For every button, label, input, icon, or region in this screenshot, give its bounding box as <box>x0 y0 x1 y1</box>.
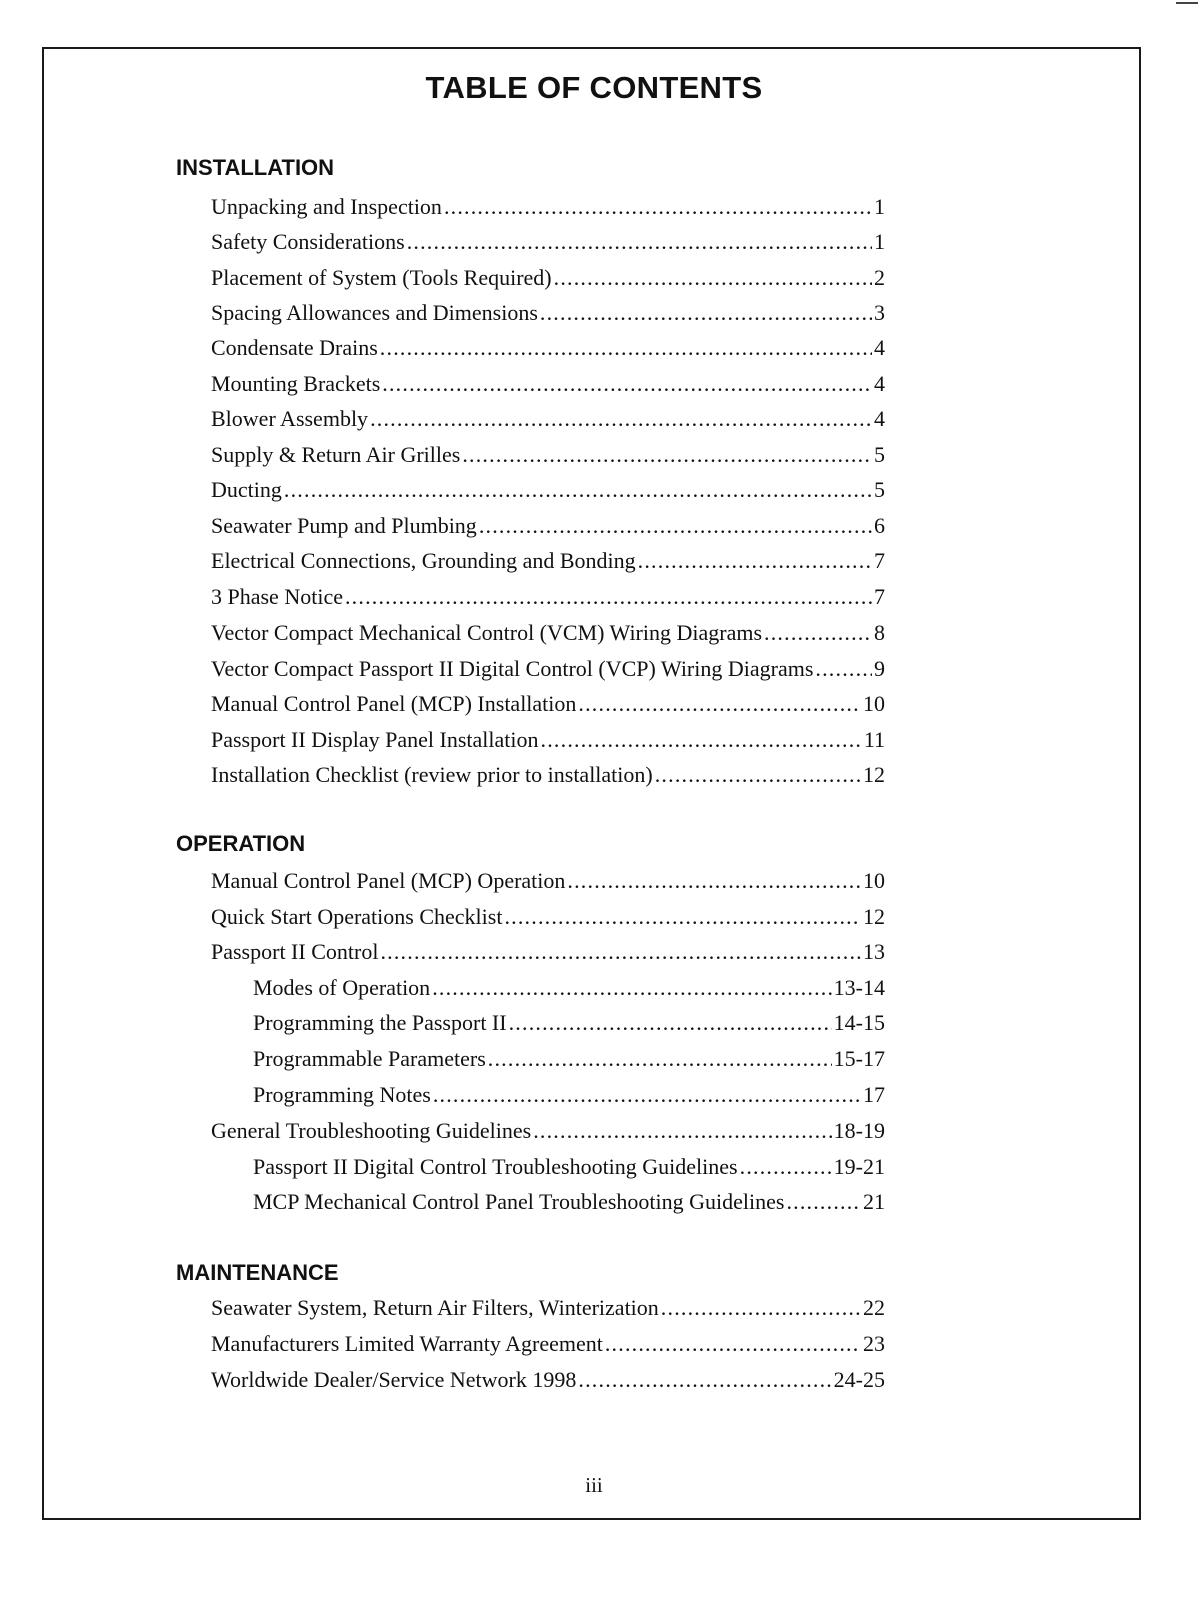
toc-entry-label: Worldwide Dealer/Service Network 1998 <box>211 1367 577 1392</box>
toc-entry[interactable] <box>253 1080 885 1110</box>
toc-entry-page: 12 <box>863 762 885 787</box>
leader-dots <box>541 725 862 755</box>
page-number: iii <box>585 1473 603 1497</box>
leader-dots <box>380 937 861 967</box>
toc-entry-label: Blower Assembly <box>211 406 369 431</box>
leader-dots <box>533 1116 831 1146</box>
toc-entry[interactable] <box>253 1152 885 1182</box>
toc-entry[interactable] <box>211 937 885 967</box>
toc-entry-label: Modes of Operation <box>253 975 431 1000</box>
toc-entry-label: Passport II Digital Control Troubleshooting Guidelines <box>253 1154 738 1179</box>
leader-dots <box>382 369 872 399</box>
scan-corner-mark <box>1176 2 1198 4</box>
toc-entry-page: 13-14 <box>833 975 885 1000</box>
toc-entry-label: Ducting <box>211 477 282 502</box>
toc-entry-label: Mounting Brackets <box>211 371 381 396</box>
toc-entry-label: Vector Compact Mechanical Control (VCM) Wiring Diagrams <box>211 620 763 645</box>
leader-dots <box>578 1365 831 1395</box>
toc-entry-page: 24-25 <box>833 1367 885 1392</box>
toc-entry-label: Programming Notes <box>253 1082 431 1107</box>
toc-entry-page: 22 <box>863 1295 885 1320</box>
leader-dots <box>605 1329 861 1359</box>
toc-entry[interactable] <box>211 866 885 896</box>
leader-dots <box>786 1187 861 1217</box>
toc-entry-label: Passport II Display Panel Installation <box>211 727 539 752</box>
toc-entry-label: Manual Control Panel (MCP) Operation <box>211 868 566 893</box>
toc-entry-page: 11 <box>863 727 885 752</box>
leader-dots <box>433 1080 861 1110</box>
toc-entry-page: 1 <box>874 229 885 254</box>
section-heading-installation: INSTALLATION <box>176 155 335 180</box>
leader-dots <box>554 263 872 293</box>
toc-entry[interactable] <box>211 404 885 434</box>
leader-dots <box>540 298 872 328</box>
toc-entry-page: 3 <box>874 300 885 325</box>
leader-dots <box>567 866 861 896</box>
leader-dots <box>638 546 872 576</box>
leader-dots <box>815 654 872 684</box>
toc-entry[interactable] <box>211 298 885 328</box>
toc-entry[interactable] <box>211 546 885 576</box>
toc-entry[interactable] <box>211 263 885 293</box>
toc-entry-label: Quick Start Operations Checklist <box>211 904 503 929</box>
toc-entry-page: 2 <box>874 265 885 290</box>
toc-entry[interactable] <box>211 725 885 755</box>
toc-entry[interactable] <box>253 1008 885 1038</box>
toc-entry-page: 7 <box>874 548 885 573</box>
toc-entry-page: 15-17 <box>833 1046 885 1071</box>
toc-entry[interactable] <box>211 333 885 363</box>
leader-dots <box>740 1152 832 1182</box>
toc-entry-page: 7 <box>874 584 885 609</box>
toc-entry-label: Supply & Return Air Grilles <box>211 442 461 467</box>
toc-entry[interactable] <box>211 1293 885 1323</box>
toc-entry-label: Vector Compact Passport II Digital Control (VCP) Wiring Diagrams <box>211 656 814 681</box>
section-heading-operation: OPERATION <box>176 831 306 856</box>
toc-entry[interactable] <box>211 618 885 648</box>
toc-entry-label: Unpacking and Inspection <box>211 194 442 219</box>
leader-dots <box>432 973 831 1003</box>
toc-entry-label: Installation Checklist (review prior to installation) <box>211 762 653 787</box>
toc-entry[interactable] <box>211 1365 885 1395</box>
toc-entry[interactable] <box>253 973 885 1003</box>
toc-entry[interactable] <box>211 369 885 399</box>
toc-entry[interactable] <box>253 1044 885 1074</box>
toc-entry[interactable] <box>211 1116 885 1146</box>
toc-entry[interactable] <box>211 227 885 257</box>
toc-entry-page: 5 <box>874 442 885 467</box>
toc-entry[interactable] <box>211 511 885 541</box>
toc-entry-page: 6 <box>874 513 885 538</box>
leader-dots <box>462 440 872 470</box>
toc-entry-label: Passport II Control <box>211 939 379 964</box>
toc-entry-label: Condensate Drains <box>211 335 378 360</box>
toc-entry-page: 13 <box>863 939 885 964</box>
toc-entry-page: 14-15 <box>833 1010 885 1035</box>
page-title: TABLE OF CONTENTS <box>425 70 763 105</box>
leader-dots <box>509 1008 832 1038</box>
toc-entry[interactable] <box>211 654 885 684</box>
leader-dots <box>370 404 872 434</box>
toc-entry[interactable] <box>211 475 885 505</box>
leader-dots <box>504 902 861 932</box>
toc-entry[interactable] <box>211 760 885 790</box>
toc-entry-label: Programming the Passport II <box>253 1010 507 1035</box>
leader-dots <box>578 689 861 719</box>
toc-entry-label: General Troubleshooting Guidelines <box>211 1118 532 1143</box>
toc-entry-label: Safety Considerations <box>211 229 405 254</box>
leader-dots <box>479 511 872 541</box>
toc-entry-label: Electrical Connections, Grounding and Bonding <box>211 548 636 573</box>
leader-dots <box>661 1293 861 1323</box>
toc-entry-page: 1 <box>874 194 885 219</box>
toc-entry-label: MCP Mechanical Control Panel Troubleshooting Guidelines <box>253 1189 785 1214</box>
toc-entry-page: 17 <box>863 1082 885 1107</box>
toc-entry-page: 9 <box>874 656 885 681</box>
toc-entry[interactable] <box>211 582 885 612</box>
leader-dots <box>284 475 872 505</box>
toc-entry-page: 10 <box>863 868 885 893</box>
toc-entry[interactable] <box>211 689 885 719</box>
leader-dots <box>444 192 872 222</box>
toc-entry-page: 18-19 <box>833 1118 885 1143</box>
toc-entry-label: Seawater Pump and Plumbing <box>211 513 477 538</box>
toc-entry-label: Placement of System (Tools Required) <box>211 265 552 290</box>
toc-entry[interactable] <box>211 902 885 932</box>
toc-entry-page: 10 <box>863 691 885 716</box>
toc-entry-label: Manufacturers Limited Warranty Agreement <box>211 1331 603 1356</box>
toc-entry-label: Manual Control Panel (MCP) Installation <box>211 691 577 716</box>
leader-dots <box>380 333 872 363</box>
toc-entry[interactable] <box>211 1329 885 1359</box>
leader-dots <box>407 227 872 257</box>
toc-entry[interactable] <box>211 440 885 470</box>
section-heading-maintenance: MAINTENANCE <box>176 1260 339 1285</box>
toc-entry-page: 19-21 <box>833 1154 885 1179</box>
toc-entry-page: 4 <box>874 371 885 396</box>
toc-entry-page: 23 <box>863 1331 885 1356</box>
leader-dots <box>488 1044 832 1074</box>
toc-entry-page: 8 <box>874 620 885 645</box>
toc-entry-page: 5 <box>874 477 885 502</box>
toc-entry-page: 21 <box>863 1189 885 1214</box>
toc-entry[interactable] <box>253 1187 885 1217</box>
toc-entry-label: 3 Phase Notice <box>211 584 343 609</box>
leader-dots <box>764 618 872 648</box>
leader-dots <box>655 760 861 790</box>
toc-entry-page: 4 <box>874 406 885 431</box>
leader-dots <box>345 582 872 612</box>
toc-entry-label: Programmable Parameters <box>253 1046 486 1071</box>
toc-entry[interactable] <box>211 192 885 222</box>
toc-entry-page: 12 <box>863 904 885 929</box>
toc-entry-page: 4 <box>874 335 885 360</box>
toc-entry-label: Seawater System, Return Air Filters, Winterization <box>211 1295 659 1320</box>
toc-entry-label: Spacing Allowances and Dimensions <box>211 300 538 325</box>
